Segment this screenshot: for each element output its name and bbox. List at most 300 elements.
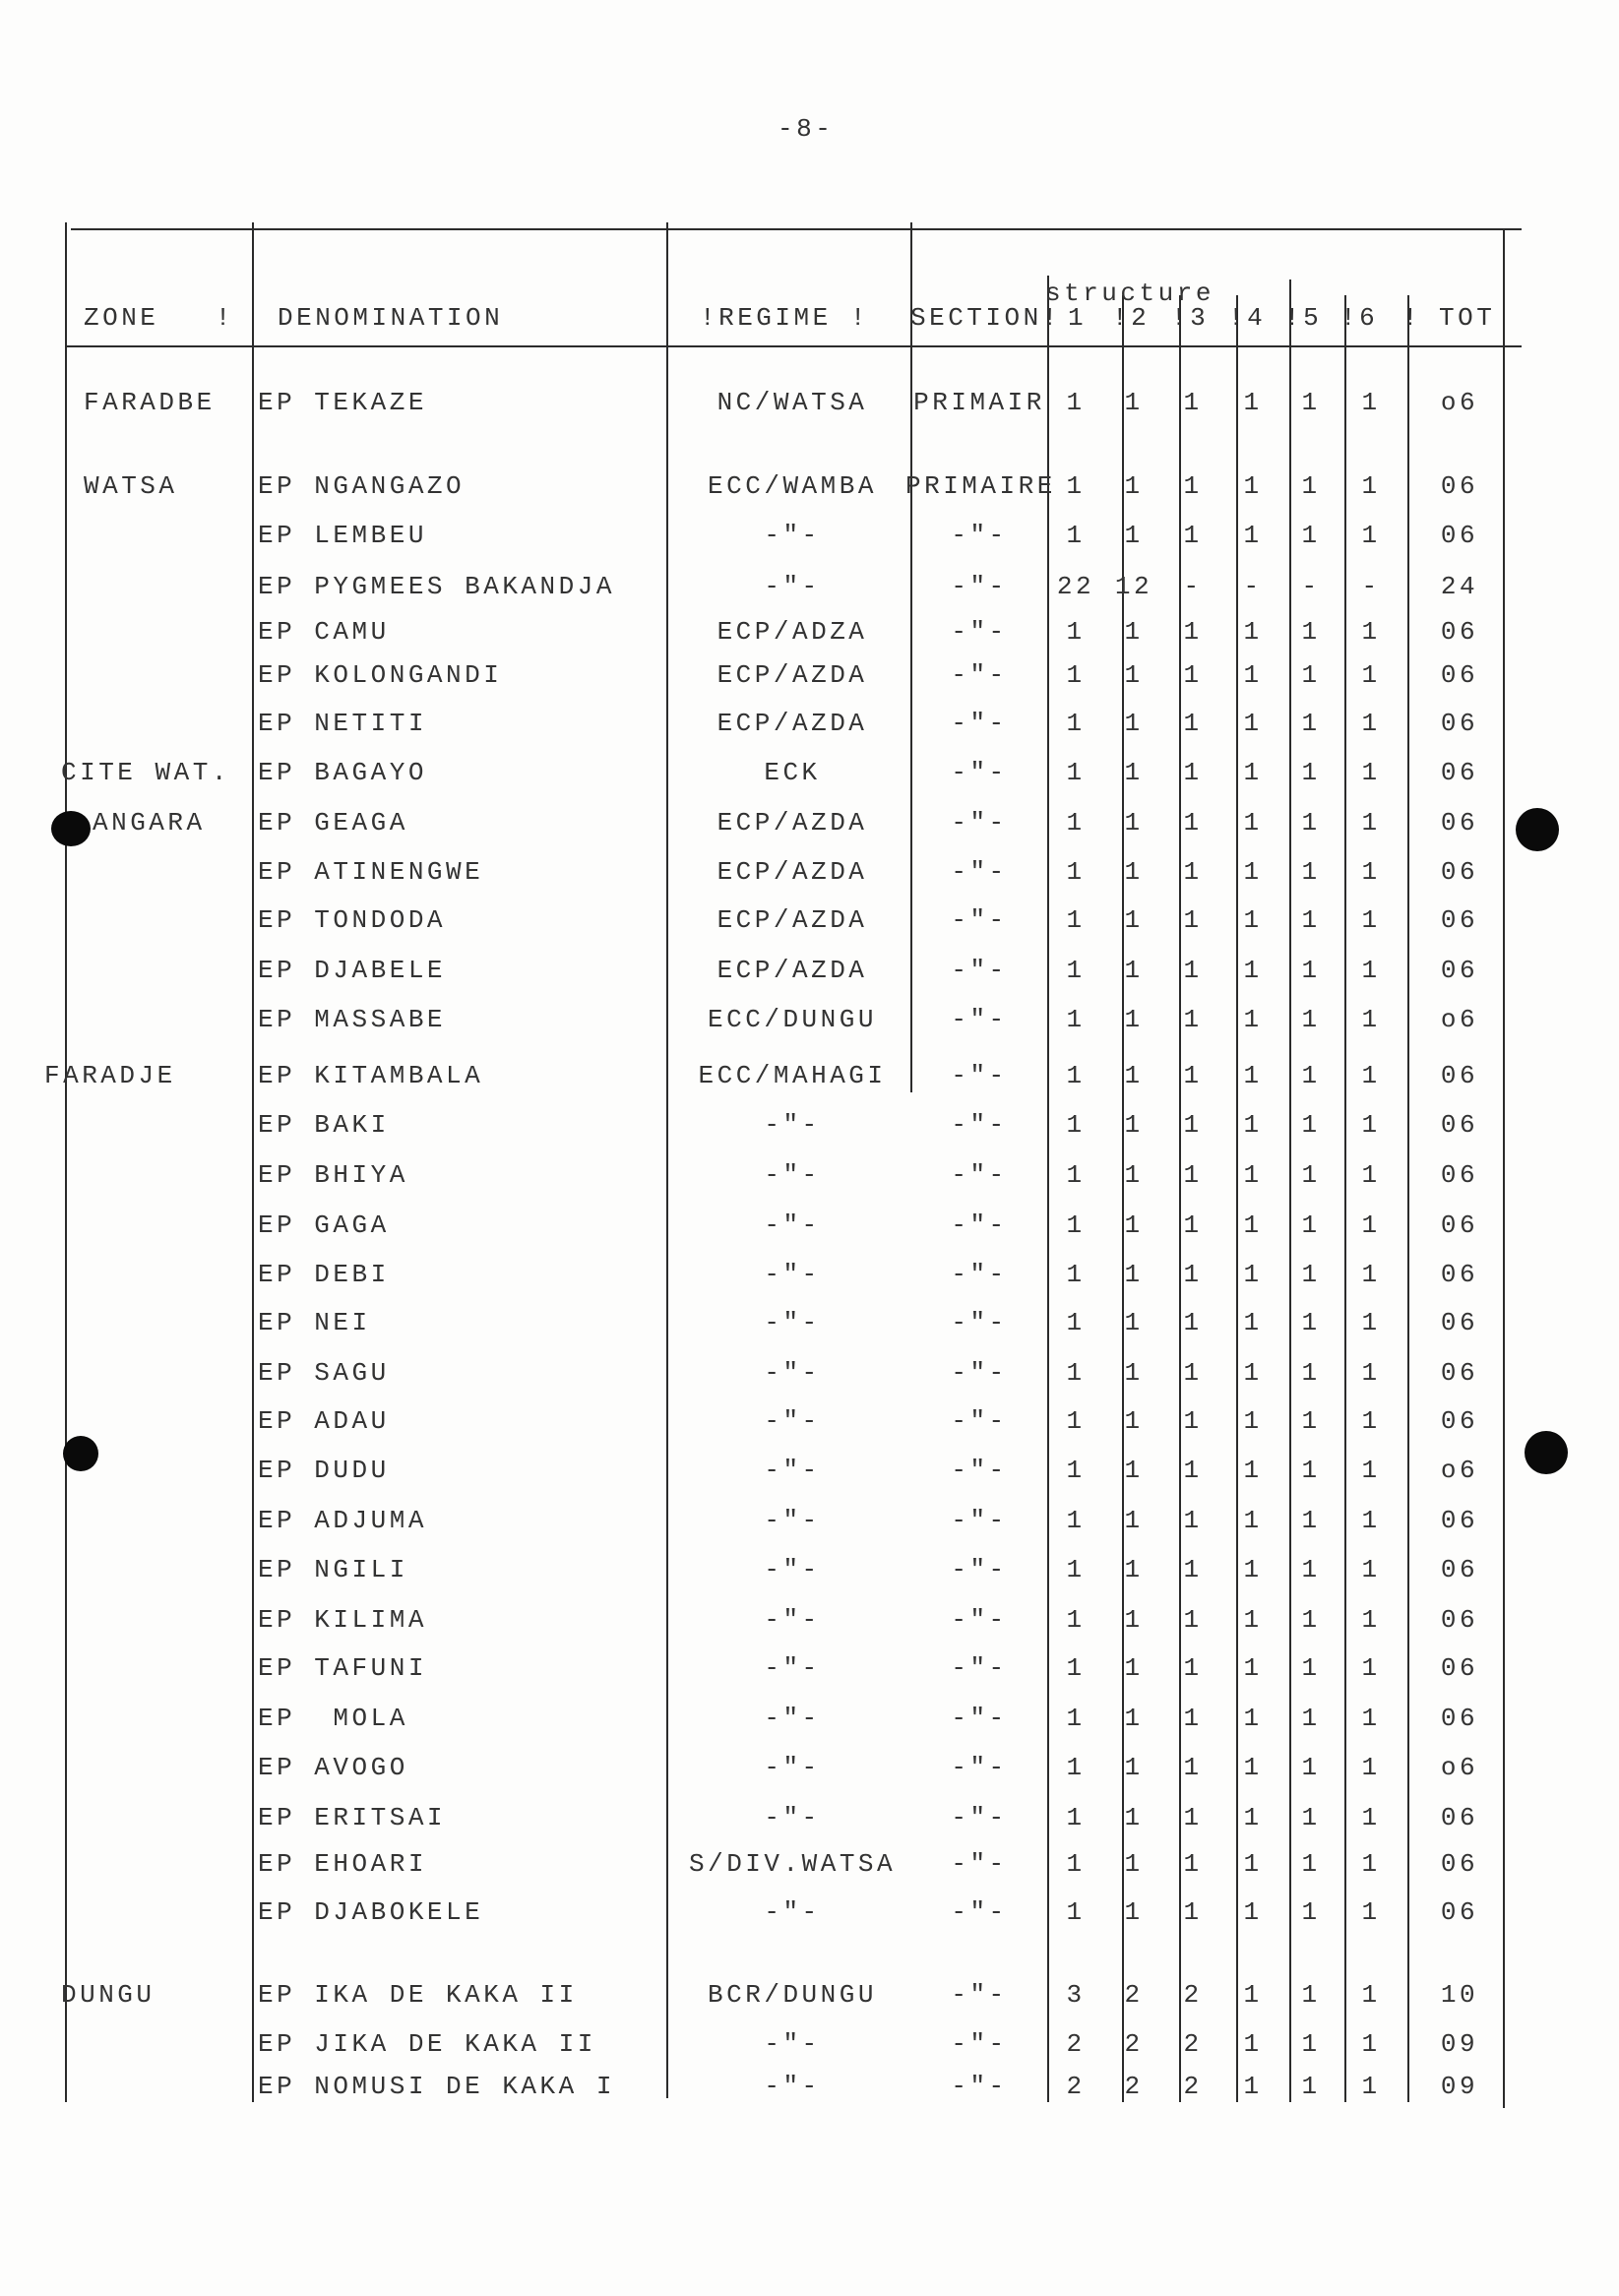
total-cell: o6 <box>1440 1753 1479 1782</box>
structure-4-cell: 1 <box>1243 521 1263 550</box>
table-row <box>0 1260 1619 1289</box>
total-cell: 09 <box>1440 2029 1479 2059</box>
total-cell: 06 <box>1440 660 1479 690</box>
structure-5-cell: 1 <box>1301 1704 1321 1733</box>
structure-1-cell: 1 <box>1066 1005 1086 1034</box>
structure-3-cell: 1 <box>1183 1456 1203 1485</box>
denomination-cell: EP JIKA DE KAKA II <box>258 2029 596 2059</box>
table-row <box>0 1506 1619 1535</box>
structure-2-cell: 12 <box>1114 572 1153 601</box>
structure-2-cell: 1 <box>1124 1406 1144 1436</box>
denomination-cell: EP ERITSAI <box>258 1803 447 1832</box>
regime-cell: -"- <box>764 1406 821 1436</box>
structure-6-cell: 1 <box>1361 1110 1381 1140</box>
denomination-cell: EP KOLONGANDI <box>258 660 503 690</box>
total-cell: 06 <box>1440 1210 1479 1240</box>
structure-6-cell: 1 <box>1361 758 1381 787</box>
structure-4-cell: 1 <box>1243 1897 1263 1927</box>
table-row <box>0 1803 1619 1832</box>
structure-3-cell: 2 <box>1183 2029 1203 2059</box>
regime-cell: -"- <box>764 1653 821 1683</box>
regime-cell: S/DIV.WATSA <box>689 1849 897 1879</box>
structure-4-cell: 1 <box>1243 1980 1263 2010</box>
structure-1-cell: 3 <box>1066 1980 1086 2010</box>
structure-6-cell: 1 <box>1361 905 1381 935</box>
table-row <box>0 617 1619 647</box>
regime-cell: -"- <box>764 2072 821 2101</box>
structure-4-cell: 1 <box>1243 1506 1263 1535</box>
regime-cell: BCR/DUNGU <box>708 1980 877 2010</box>
section-cell: -"- <box>951 1358 1008 1388</box>
header-denomination: DENOMINATION <box>278 303 504 333</box>
structure-6-cell: 1 <box>1361 857 1381 887</box>
structure-4-cell: 1 <box>1243 1849 1263 1879</box>
structure-6-cell: 1 <box>1361 1753 1381 1782</box>
structure-6-cell: 1 <box>1361 1406 1381 1436</box>
structure-6-cell: 1 <box>1361 2029 1381 2059</box>
header-total: TOT <box>1439 303 1496 333</box>
regime-cell: ECK <box>764 758 821 787</box>
structure-5-cell: - <box>1301 572 1321 601</box>
section-cell: -"- <box>951 1897 1008 1927</box>
structure-1-cell: 1 <box>1066 857 1086 887</box>
structure-1-cell: 1 <box>1066 709 1086 738</box>
section-cell: -"- <box>951 617 1008 647</box>
total-cell: 06 <box>1440 1061 1479 1090</box>
structure-1-cell: 1 <box>1066 1753 1086 1782</box>
total-cell: 06 <box>1440 1308 1479 1337</box>
regime-cell: -"- <box>764 1897 821 1927</box>
structure-6-cell: 1 <box>1361 1605 1381 1635</box>
structure-2-cell: 1 <box>1124 1653 1144 1683</box>
structure-3-cell: 1 <box>1183 1605 1203 1635</box>
structure-3-cell: 1 <box>1183 808 1203 838</box>
structure-1-cell: 1 <box>1066 1061 1086 1090</box>
denomination-cell: EP CAMU <box>258 617 390 647</box>
structure-2-cell: 1 <box>1124 1210 1144 1240</box>
structure-5-cell: 1 <box>1301 1260 1321 1289</box>
regime-cell: ECP/AZDA <box>716 956 868 985</box>
denomination-cell: EP ADJUMA <box>258 1506 427 1535</box>
regime-cell: -"- <box>764 1308 821 1337</box>
structure-5-cell: 1 <box>1301 2072 1321 2101</box>
structure-5-cell: 1 <box>1301 1005 1321 1034</box>
structure-6-cell: - <box>1361 572 1381 601</box>
regime-cell: ECP/AZDA <box>716 808 868 838</box>
denomination-cell: EP NETITI <box>258 709 427 738</box>
structure-3-cell: 1 <box>1183 1653 1203 1683</box>
denomination-cell: EP TONDODA <box>258 905 447 935</box>
structure-2-cell: 1 <box>1124 956 1144 985</box>
total-cell: 06 <box>1440 1605 1479 1635</box>
structure-3-cell: 1 <box>1183 709 1203 738</box>
structure-2-cell: 1 <box>1124 905 1144 935</box>
structure-6-cell: 1 <box>1361 388 1381 417</box>
structure-4-cell: 1 <box>1243 905 1263 935</box>
regime-cell: -"- <box>764 2029 821 2059</box>
regime-cell: -"- <box>764 1753 821 1782</box>
section-cell: -"- <box>951 2072 1008 2101</box>
denomination-cell: EP DJABOKELE <box>258 1897 484 1927</box>
structure-2-cell: 1 <box>1124 660 1144 690</box>
structure-4-cell: 1 <box>1243 956 1263 985</box>
denomination-cell: EP GEAGA <box>258 808 408 838</box>
denomination-cell: EP TAFUNI <box>258 1653 427 1683</box>
structure-4-cell: 1 <box>1243 1210 1263 1240</box>
section-cell: PRIMAIRE <box>905 471 1056 501</box>
structure-6-cell: 1 <box>1361 1160 1381 1190</box>
structure-6-cell: 1 <box>1361 2072 1381 2101</box>
structure-1-cell: 1 <box>1066 617 1086 647</box>
denomination-cell: EP EHOARI <box>258 1849 427 1879</box>
structure-4-cell: 1 <box>1243 758 1263 787</box>
section-cell: -"- <box>951 1160 1008 1190</box>
structure-1-cell: 1 <box>1066 1308 1086 1337</box>
total-cell: 09 <box>1440 2072 1479 2101</box>
section-cell: -"- <box>951 1605 1008 1635</box>
structure-2-cell: 1 <box>1124 1358 1144 1388</box>
header-structure-1: 1 <box>1068 303 1088 333</box>
header-regime: !REGIME ! <box>700 303 869 333</box>
structure-3-cell: - <box>1183 572 1203 601</box>
header-structure: structure <box>1045 279 1214 308</box>
structure-3-cell: 1 <box>1183 905 1203 935</box>
section-cell: -"- <box>951 808 1008 838</box>
table-row <box>0 388 1619 417</box>
structure-1-cell: 1 <box>1066 1160 1086 1190</box>
section-cell: -"- <box>951 1406 1008 1436</box>
structure-5-cell: 1 <box>1301 1897 1321 1927</box>
structure-3-cell: 1 <box>1183 1555 1203 1584</box>
table-row <box>0 1849 1619 1879</box>
table-row <box>0 758 1619 787</box>
denomination-cell: EP DEBI <box>258 1260 390 1289</box>
structure-5-cell: 1 <box>1301 808 1321 838</box>
structure-6-cell: 1 <box>1361 709 1381 738</box>
structure-5-cell: 1 <box>1301 1456 1321 1485</box>
total-cell: 06 <box>1440 709 1479 738</box>
structure-2-cell: 1 <box>1124 1308 1144 1337</box>
structure-6-cell: 1 <box>1361 1358 1381 1388</box>
section-cell: -"- <box>951 1210 1008 1240</box>
regime-cell: -"- <box>764 1260 821 1289</box>
structure-4-cell: 1 <box>1243 2072 1263 2101</box>
structure-4-cell: 1 <box>1243 1753 1263 1782</box>
structure-3-cell: 1 <box>1183 617 1203 647</box>
section-cell: -"- <box>951 857 1008 887</box>
page-number: -8- <box>778 114 835 144</box>
structure-2-cell: 1 <box>1124 471 1144 501</box>
structure-1-cell: 1 <box>1066 1555 1086 1584</box>
structure-5-cell: 1 <box>1301 709 1321 738</box>
structure-3-cell: 2 <box>1183 1980 1203 2010</box>
section-cell: -"- <box>951 1506 1008 1535</box>
structure-1-cell: 1 <box>1066 1358 1086 1388</box>
structure-1-cell: 1 <box>1066 521 1086 550</box>
structure-5-cell: 1 <box>1301 1406 1321 1436</box>
structure-2-cell: 1 <box>1124 1506 1144 1535</box>
structure-6-cell: 1 <box>1361 617 1381 647</box>
structure-6-cell: 1 <box>1361 808 1381 838</box>
structure-3-cell: 1 <box>1183 1260 1203 1289</box>
total-cell: 06 <box>1440 1555 1479 1584</box>
table-row <box>0 1653 1619 1683</box>
structure-5-cell: 1 <box>1301 1653 1321 1683</box>
structure-2-cell: 1 <box>1124 1160 1144 1190</box>
structure-2-cell: 1 <box>1124 808 1144 838</box>
structure-6-cell: 1 <box>1361 521 1381 550</box>
total-cell: 06 <box>1440 1260 1479 1289</box>
structure-2-cell: 1 <box>1124 758 1144 787</box>
structure-6-cell: 1 <box>1361 1506 1381 1535</box>
section-cell: -"- <box>951 1061 1008 1090</box>
structure-5-cell: 1 <box>1301 857 1321 887</box>
table-row <box>0 1005 1619 1034</box>
header-structure-6: !6 <box>1340 303 1379 333</box>
structure-1-cell: 1 <box>1066 758 1086 787</box>
regime-cell: ECP/ADZA <box>716 617 868 647</box>
denomination-cell: EP LEMBEU <box>258 521 427 550</box>
structure-3-cell: 1 <box>1183 660 1203 690</box>
ink-blot <box>51 811 91 846</box>
structure-6-cell: 1 <box>1361 1653 1381 1683</box>
structure-3-cell: 1 <box>1183 758 1203 787</box>
structure-4-cell: 1 <box>1243 1803 1263 1832</box>
structure-3-cell: 1 <box>1183 1308 1203 1337</box>
total-cell: 06 <box>1440 471 1479 501</box>
regime-cell: -"- <box>764 1605 821 1635</box>
section-cell: -"- <box>951 758 1008 787</box>
structure-3-cell: 1 <box>1183 1849 1203 1879</box>
section-cell: PRIMAIR <box>913 388 1045 417</box>
structure-2-cell: 1 <box>1124 1005 1144 1034</box>
structure-1-cell: 22 <box>1056 572 1095 601</box>
structure-1-cell: 1 <box>1066 808 1086 838</box>
structure-5-cell: 1 <box>1301 471 1321 501</box>
total-cell: o6 <box>1440 1005 1479 1034</box>
structure-5-cell: 1 <box>1301 1308 1321 1337</box>
total-cell: 06 <box>1440 1506 1479 1535</box>
structure-4-cell: 1 <box>1243 1704 1263 1733</box>
zone-cell: DUNGU <box>61 1980 156 2010</box>
zone-cell: ANGARA <box>93 808 206 838</box>
structure-1-cell: 1 <box>1066 1110 1086 1140</box>
structure-6-cell: 1 <box>1361 1897 1381 1927</box>
structure-3-cell: 1 <box>1183 1061 1203 1090</box>
section-cell: -"- <box>951 1980 1008 2010</box>
structure-5-cell: 1 <box>1301 1605 1321 1635</box>
structure-2-cell: 1 <box>1124 1803 1144 1832</box>
structure-5-cell: 1 <box>1301 1110 1321 1140</box>
table-row <box>0 1061 1619 1090</box>
total-cell: 06 <box>1440 1160 1479 1190</box>
structure-2-cell: 1 <box>1124 521 1144 550</box>
structure-5-cell: 1 <box>1301 1358 1321 1388</box>
regime-cell: -"- <box>764 1358 821 1388</box>
total-cell: o6 <box>1440 1456 1479 1485</box>
structure-6-cell: 1 <box>1361 1260 1381 1289</box>
structure-2-cell: 1 <box>1124 388 1144 417</box>
structure-1-cell: 1 <box>1066 1849 1086 1879</box>
structure-1-cell: 1 <box>1066 905 1086 935</box>
structure-2-cell: 1 <box>1124 1897 1144 1927</box>
header-structure-2: !2 <box>1112 303 1151 333</box>
table-row <box>0 857 1619 887</box>
structure-6-cell: 1 <box>1361 1456 1381 1485</box>
structure-1-cell: 1 <box>1066 1456 1086 1485</box>
structure-3-cell: 1 <box>1183 1210 1203 1240</box>
structure-5-cell: 1 <box>1301 617 1321 647</box>
structure-2-cell: 1 <box>1124 617 1144 647</box>
regime-cell: ECC/WAMBA <box>708 471 877 501</box>
header-bottom-rule <box>65 345 1522 347</box>
table-row <box>0 1308 1619 1337</box>
regime-cell: -"- <box>764 1555 821 1584</box>
structure-5-cell: 1 <box>1301 1753 1321 1782</box>
total-cell: o6 <box>1440 388 1479 417</box>
structure-4-cell: 1 <box>1243 857 1263 887</box>
header-section: SECTION! <box>910 303 1061 333</box>
structure-1-cell: 1 <box>1066 1406 1086 1436</box>
structure-6-cell: 1 <box>1361 1849 1381 1879</box>
table-row <box>0 2072 1619 2101</box>
total-cell: 06 <box>1440 1406 1479 1436</box>
structure-3-cell: 1 <box>1183 1005 1203 1034</box>
header-separator: ! <box>1402 303 1422 333</box>
total-cell: 06 <box>1440 1897 1479 1927</box>
regime-cell: -"- <box>764 1456 821 1485</box>
structure-2-cell: 1 <box>1124 1555 1144 1584</box>
structure-1-cell: 2 <box>1066 2029 1086 2059</box>
structure-1-cell: 1 <box>1066 1803 1086 1832</box>
structure-6-cell: 1 <box>1361 1555 1381 1584</box>
structure-4-cell: 1 <box>1243 709 1263 738</box>
structure-5-cell: 1 <box>1301 1803 1321 1832</box>
denomination-cell: EP ATINENGWE <box>258 857 484 887</box>
denomination-cell: EP MOLA <box>258 1704 408 1733</box>
total-cell: 06 <box>1440 857 1479 887</box>
section-cell: -"- <box>951 956 1008 985</box>
structure-4-cell: 1 <box>1243 471 1263 501</box>
structure-5-cell: 1 <box>1301 1210 1321 1240</box>
total-cell: 06 <box>1440 1849 1479 1879</box>
header-structure-3: !3 <box>1171 303 1210 333</box>
structure-4-cell: 1 <box>1243 1358 1263 1388</box>
denomination-cell: EP NGANGAZO <box>258 471 466 501</box>
structure-2-cell: 1 <box>1124 1456 1144 1485</box>
structure-5-cell: 1 <box>1301 388 1321 417</box>
structure-3-cell: 1 <box>1183 1506 1203 1535</box>
structure-4-cell: 1 <box>1243 1308 1263 1337</box>
regime-cell: -"- <box>764 1803 821 1832</box>
table-row <box>0 521 1619 550</box>
table-row <box>0 1456 1619 1485</box>
structure-3-cell: 1 <box>1183 1704 1203 1733</box>
structure-1-cell: 1 <box>1066 388 1086 417</box>
total-cell: 06 <box>1440 1653 1479 1683</box>
structure-2-cell: 1 <box>1124 709 1144 738</box>
structure-6-cell: 1 <box>1361 660 1381 690</box>
regime-cell: -"- <box>764 1160 821 1190</box>
structure-4-cell: 1 <box>1243 1456 1263 1485</box>
zone-cell: FARADJE <box>44 1061 176 1090</box>
structure-1-cell: 1 <box>1066 1653 1086 1683</box>
regime-cell: ECP/AZDA <box>716 857 868 887</box>
denomination-cell: EP IKA DE KAKA II <box>258 1980 578 2010</box>
structure-3-cell: 1 <box>1183 1753 1203 1782</box>
table-top-rule <box>71 228 1522 230</box>
denomination-cell: EP NGILI <box>258 1555 408 1584</box>
table-row <box>0 808 1619 838</box>
table-row <box>0 1980 1619 2010</box>
structure-3-cell: 1 <box>1183 388 1203 417</box>
table-row <box>0 1160 1619 1190</box>
structure-2-cell: 1 <box>1124 1753 1144 1782</box>
total-cell: 06 <box>1440 1803 1479 1832</box>
structure-3-cell: 1 <box>1183 1803 1203 1832</box>
table-row <box>0 660 1619 690</box>
structure-6-cell: 1 <box>1361 1210 1381 1240</box>
section-cell: -"- <box>951 1653 1008 1683</box>
structure-5-cell: 1 <box>1301 1849 1321 1879</box>
regime-cell: ECP/AZDA <box>716 905 868 935</box>
total-cell: 06 <box>1440 758 1479 787</box>
structure-3-cell: 1 <box>1183 471 1203 501</box>
structure-6-cell: 1 <box>1361 1803 1381 1832</box>
section-cell: -"- <box>951 1308 1008 1337</box>
structure-6-cell: 1 <box>1361 1704 1381 1733</box>
section-cell: -"- <box>951 1753 1008 1782</box>
structure-6-cell: 1 <box>1361 1308 1381 1337</box>
structure-5-cell: 1 <box>1301 2029 1321 2059</box>
header-structure-4: !4 <box>1228 303 1267 333</box>
structure-4-cell: 1 <box>1243 1406 1263 1436</box>
structure-2-cell: 1 <box>1124 1849 1144 1879</box>
structure-5-cell: 1 <box>1301 1506 1321 1535</box>
structure-2-cell: 2 <box>1124 2072 1144 2101</box>
regime-cell: NC/WATSA <box>716 388 868 417</box>
structure-5-cell: 1 <box>1301 521 1321 550</box>
structure-1-cell: 1 <box>1066 956 1086 985</box>
structure-3-cell: 1 <box>1183 1160 1203 1190</box>
structure-4-cell: 1 <box>1243 617 1263 647</box>
table-row <box>0 1704 1619 1733</box>
table-row <box>0 572 1619 601</box>
structure-5-cell: 1 <box>1301 956 1321 985</box>
structure-2-cell: 1 <box>1124 1061 1144 1090</box>
table-row <box>0 2029 1619 2059</box>
structure-1-cell: 1 <box>1066 1260 1086 1289</box>
table-row <box>0 1110 1619 1140</box>
structure-6-cell: 1 <box>1361 1005 1381 1034</box>
table-row <box>0 1210 1619 1240</box>
structure-5-cell: 1 <box>1301 905 1321 935</box>
structure-1-cell: 1 <box>1066 1897 1086 1927</box>
denomination-cell: EP BHIYA <box>258 1160 408 1190</box>
denomination-cell: EP AVOGO <box>258 1753 408 1782</box>
structure-3-cell: 1 <box>1183 1897 1203 1927</box>
denomination-cell: EP KILIMA <box>258 1605 427 1635</box>
table-row <box>0 471 1619 501</box>
denomination-cell: EP TEKAZE <box>258 388 427 417</box>
regime-cell: -"- <box>764 521 821 550</box>
regime-cell: -"- <box>764 1110 821 1140</box>
structure-1-cell: 1 <box>1066 1210 1086 1240</box>
header-structure-5: !5 <box>1284 303 1323 333</box>
structure-3-cell: 1 <box>1183 956 1203 985</box>
section-cell: -"- <box>951 905 1008 935</box>
structure-1-cell: 1 <box>1066 1605 1086 1635</box>
